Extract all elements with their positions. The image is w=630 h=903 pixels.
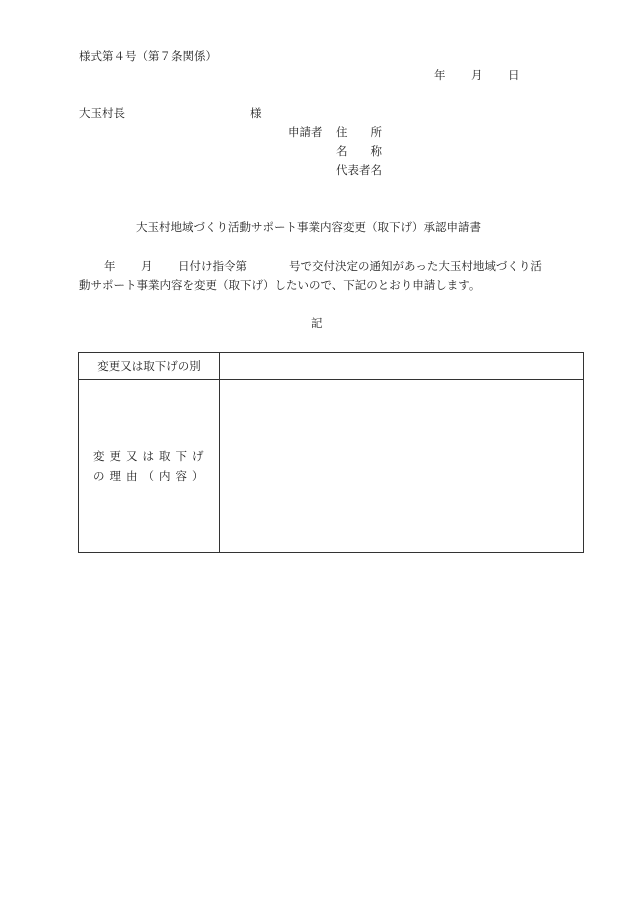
application-table	[78, 352, 584, 553]
recipient-name: 大玉村長	[79, 106, 125, 120]
reason-label	[79, 380, 220, 553]
applicant-address-label: 住 所	[336, 125, 382, 139]
change-or-withdraw-field[interactable]	[220, 353, 584, 380]
body-month-label: 月	[141, 259, 153, 273]
recipient-honorific: 様	[250, 106, 262, 120]
reason-label-line-1: 変更又は取下げ	[93, 448, 209, 463]
body-line-2: 動サポート事業内容を変更（取下げ）したいので、下記のとおり申請します。	[79, 278, 481, 292]
date-year-label: 年	[434, 68, 446, 82]
applicant-name-label: 名 称	[336, 144, 382, 158]
reason-field[interactable]	[220, 380, 584, 553]
date-day-label: 日	[508, 68, 520, 82]
document-title: 大玉村地域づくり活動サポート事業内容変更（取下げ）承認申請書	[136, 220, 481, 234]
table-row	[79, 353, 584, 380]
date-month-label: 月	[471, 68, 483, 82]
table-row	[79, 380, 584, 553]
body-year-label: 年	[104, 259, 116, 273]
change-or-withdraw-label: 変更又は取下げの別	[79, 353, 220, 380]
body-number-part: 号で交付決定の通知があった大玉村地域づくり活	[289, 259, 542, 273]
ki-heading: 記	[311, 316, 323, 330]
form-number: 様式第４号（第７条関係）	[79, 49, 217, 63]
applicant-representative-label: 代表者名	[336, 163, 382, 177]
applicant-label: 申請者	[288, 125, 323, 139]
body-day-part: 日付け指令第	[178, 259, 247, 273]
reason-label-line-2: の理由（内容）	[93, 469, 209, 483]
